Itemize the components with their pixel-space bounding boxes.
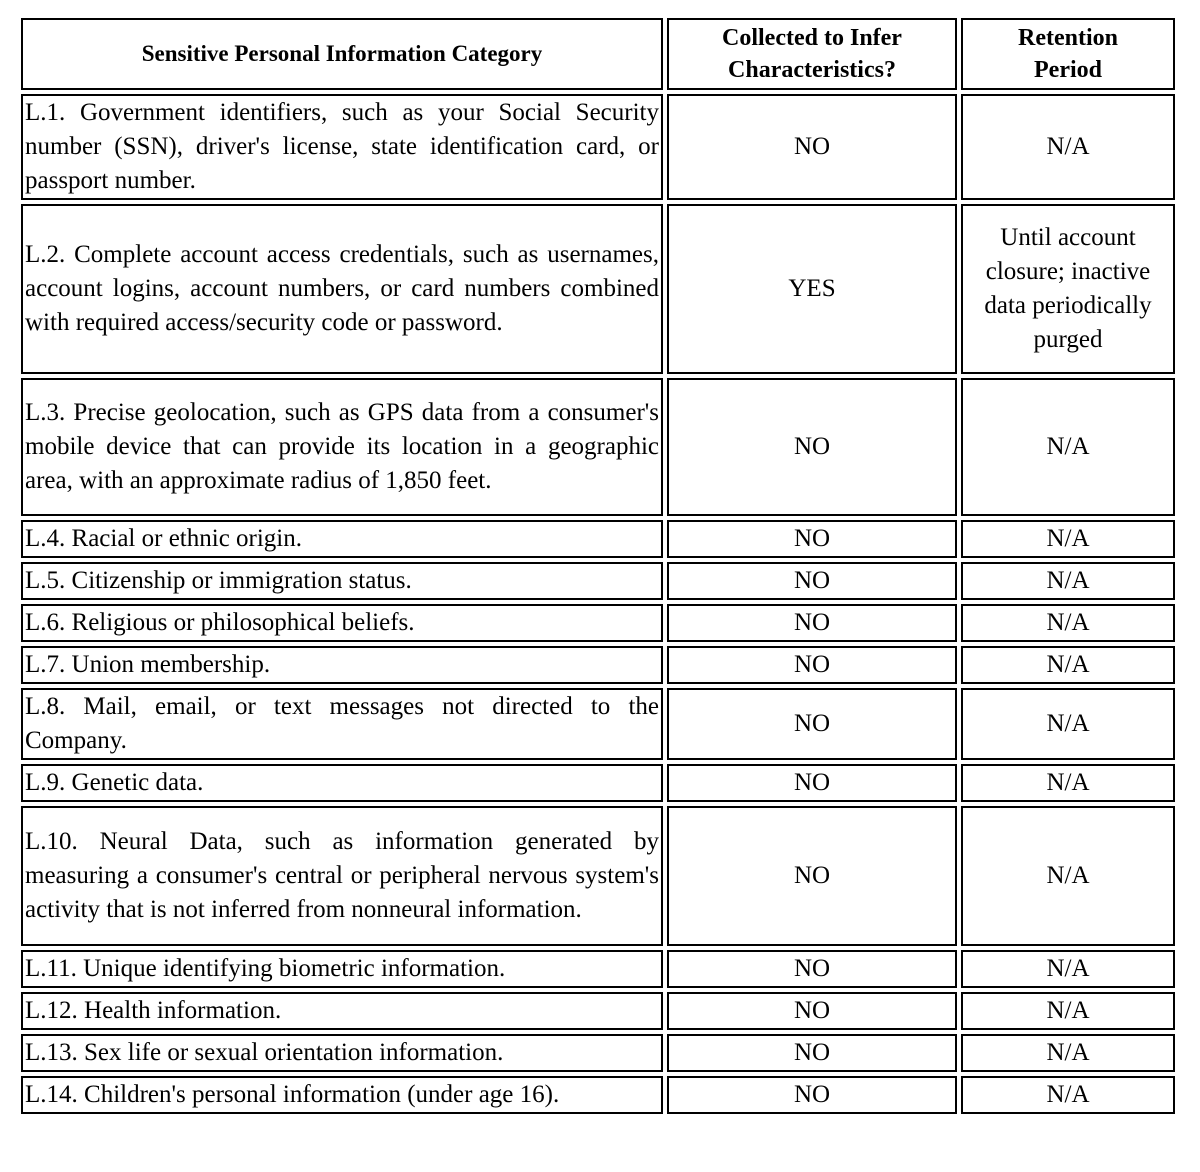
category-cell: L.4. Racial or ethnic origin. <box>21 520 663 558</box>
table-row <box>21 94 1175 200</box>
table-row <box>21 764 1175 802</box>
collected-cell: NO <box>667 764 957 802</box>
table-row <box>21 378 1175 516</box>
retention-cell: Until account closure; inactive data periodically purged <box>961 204 1175 374</box>
collected-cell: NO <box>667 378 957 516</box>
collected-cell: NO <box>667 94 957 200</box>
category-cell: L.2. Complete account access credentials, such as usernames, account logins, account numbers, or card numbers combined with required access/security code or password. <box>21 204 663 374</box>
retention-cell: N/A <box>961 94 1175 200</box>
sensitive-info-table-container <box>21 18 1179 1118</box>
category-cell: L.12. Health information. <box>21 992 663 1030</box>
table-row <box>21 992 1175 1030</box>
collected-cell: YES <box>667 204 957 374</box>
category-cell: L.13. Sex life or sexual orientation information. <box>21 1034 663 1072</box>
header-retention-line1: Retention <box>1018 25 1118 51</box>
retention-cell: N/A <box>961 520 1175 558</box>
retention-cell: N/A <box>961 1034 1175 1072</box>
collected-cell: NO <box>667 1034 957 1072</box>
category-cell: L.5. Citizenship or immigration status. <box>21 562 663 600</box>
retention-cell: N/A <box>961 1076 1175 1114</box>
header-collected-line1: Collected to Infer <box>722 25 902 51</box>
retention-cell: N/A <box>961 992 1175 1030</box>
header-collected <box>667 18 957 90</box>
category-cell: L.1. Government identifiers, such as your Social Security number (SSN), driver's license, state identification card, or passport number. <box>21 94 663 200</box>
collected-cell: NO <box>667 688 957 760</box>
retention-cell: N/A <box>961 562 1175 600</box>
table-row <box>21 604 1175 642</box>
retention-cell: N/A <box>961 646 1175 684</box>
category-cell: L.14. Children's personal information (under age 16). <box>21 1076 663 1114</box>
table-row <box>21 950 1175 988</box>
collected-cell: NO <box>667 520 957 558</box>
retention-cell: N/A <box>961 764 1175 802</box>
category-cell: L.7. Union membership. <box>21 646 663 684</box>
retention-cell: N/A <box>961 604 1175 642</box>
retention-cell: N/A <box>961 806 1175 946</box>
category-cell: L.6. Religious or philosophical beliefs. <box>21 604 663 642</box>
sensitive-personal-information-table <box>17 14 1179 1118</box>
collected-cell: NO <box>667 806 957 946</box>
category-cell: L.3. Precise geolocation, such as GPS data from a consumer's mobile device that can provide its location in a geographic area, with an approximate radius of 1,850 feet. <box>21 378 663 516</box>
table-row <box>21 646 1175 684</box>
collected-cell: NO <box>667 1076 957 1114</box>
collected-cell: NO <box>667 950 957 988</box>
table-row <box>21 562 1175 600</box>
header-retention-line2: Period <box>1034 57 1102 83</box>
table-row <box>21 688 1175 760</box>
table-row <box>21 204 1175 374</box>
collected-cell: NO <box>667 646 957 684</box>
retention-cell: N/A <box>961 688 1175 760</box>
retention-cell: N/A <box>961 378 1175 516</box>
collected-cell: NO <box>667 992 957 1030</box>
category-cell: L.10. Neural Data, such as information generated by measuring a consumer's central or peripheral nervous system's activity that is not inferred from nonneural information. <box>21 806 663 946</box>
header-row <box>21 18 1175 90</box>
table-row <box>21 520 1175 558</box>
category-cell: L.8. Mail, email, or text messages not directed to the Company. <box>21 688 663 760</box>
header-collected-line2: Characteristics? <box>728 57 896 83</box>
header-retention <box>961 18 1175 90</box>
collected-cell: NO <box>667 562 957 600</box>
table-row <box>21 1076 1175 1114</box>
header-category: Sensitive Personal Information Category <box>21 18 663 90</box>
retention-cell: N/A <box>961 950 1175 988</box>
collected-cell: NO <box>667 604 957 642</box>
table-row <box>21 1034 1175 1072</box>
category-cell: L.11. Unique identifying biometric information. <box>21 950 663 988</box>
category-cell: L.9. Genetic data. <box>21 764 663 802</box>
table-row <box>21 806 1175 946</box>
